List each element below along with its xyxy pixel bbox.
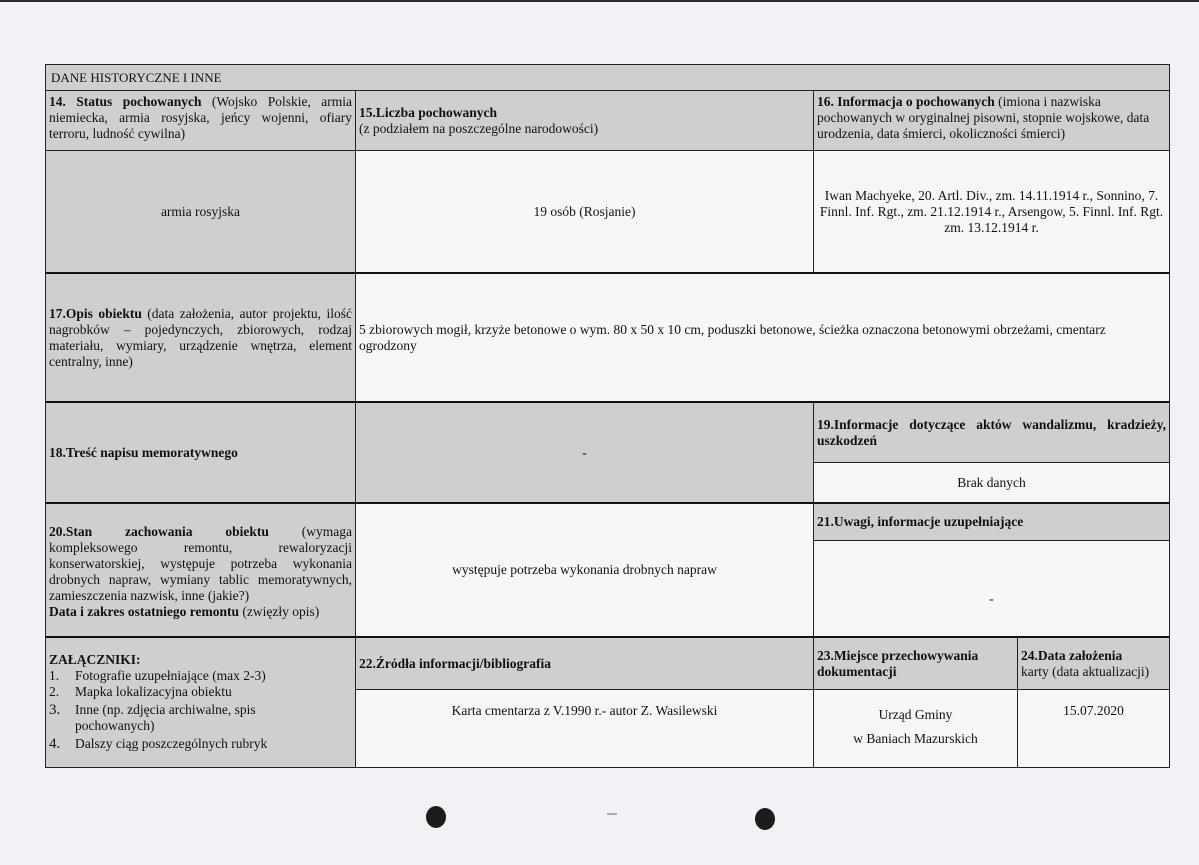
field-22-label xyxy=(355,636,814,690)
attachment-item: 1. Fotografie uzupełniające (max 2-3) xyxy=(49,668,266,683)
field-15-title: 15.Liczba pochowanych xyxy=(359,104,498,120)
field-22-value-cell xyxy=(355,689,814,768)
field-23-value-cell xyxy=(813,689,1018,768)
attachments-list xyxy=(49,668,352,752)
field-16-label xyxy=(813,90,1170,151)
field-16-value-cell xyxy=(813,150,1170,273)
attachment-item: 4. Dalszy ciąg poszczególnych rubryk xyxy=(49,736,268,752)
field-20-value: występuje potrzeba wykonania drobnych napraw xyxy=(452,562,717,577)
field-20-label xyxy=(45,502,356,637)
field-21-value: - xyxy=(989,590,994,606)
field-18-title: 18.Treść napisu memoratywnego xyxy=(49,444,238,460)
field-14-value-cell xyxy=(45,150,356,273)
scan-mark xyxy=(607,813,617,815)
field-16-title: 16. Informacja o pochowanych xyxy=(817,94,995,109)
field-14-value: armia rosyjska xyxy=(160,203,241,219)
field-20-title: 20.Stan zachowania obiektu xyxy=(49,524,269,539)
field-20-renovation-hint: (zwięzły opis) xyxy=(238,604,320,619)
punch-hole-right xyxy=(755,808,775,830)
field-17-hint: (data założenia, autor projektu, ilość nagrobków – pojedynczych, zbiorowych, rodzaj materiału, wymiary, urządzenie wnętrza, element centralny, inne) xyxy=(49,305,353,369)
attachments-cell xyxy=(45,636,356,768)
field-21-value-cell xyxy=(813,540,1170,637)
attachment-item: 2. Mapka lokalizacyjna obiektu xyxy=(49,684,232,699)
field-18-label xyxy=(45,401,356,503)
field-23-title: 23.Miejsce przechowywania dokumentacji xyxy=(817,647,979,679)
section-title: DANE HISTORYCZNE I INNE xyxy=(51,69,222,85)
field-19-title: 19.Informacje dotyczące aktów wandalizmu, kradzieży, uszkodzeń xyxy=(817,416,1166,448)
field-24-hint: karty (data aktualizacji) xyxy=(1021,663,1150,679)
section-header xyxy=(45,64,1170,91)
scan-top-edge xyxy=(0,0,1199,2)
field-22-value: Karta cmentarza z V.1990 r.- autor Z. Wasilewski xyxy=(451,703,718,718)
field-23-value-line2: w Baniach Mazurskich xyxy=(853,731,978,746)
field-23-label xyxy=(813,636,1018,690)
field-19-label xyxy=(813,401,1170,463)
field-14-hint: (Wojsko Polskie, armia niemiecka, armia rosyjska, jeńcy wojenni, ofiary terroru, ludność cywilna) xyxy=(49,94,352,141)
field-21-title: 21.Uwagi, informacje uzupełniające xyxy=(817,514,1024,529)
field-15-value: 19 osób (Rosjanie) xyxy=(533,203,636,219)
field-16-value: Iwan Machyeke, 20. Artl. Div., zm. 14.11.1914 r., Sonnino, 7. Finnl. Inf. Rgt., zm. 21.12.1914 r., Arsengow, 5. Finnl. Inf. Rgt. zm. 13.12.1914 r. xyxy=(819,187,1164,235)
field-18-value-cell xyxy=(355,401,814,503)
field-20-renovation-title: Data i zakres ostatniego remontu xyxy=(49,604,239,619)
field-17-title: 17.Opis obiektu xyxy=(49,305,142,321)
field-23-value-line1: Urząd Gminy xyxy=(878,707,953,722)
punch-hole-left xyxy=(426,806,446,828)
field-14-label xyxy=(45,90,356,151)
field-24-title: 24.Data założenia xyxy=(1021,647,1123,663)
field-22-title: 22.Źródła informacji/bibliografia xyxy=(359,655,551,671)
field-24-value-cell xyxy=(1017,689,1170,768)
field-19-value: Brak danych xyxy=(957,474,1026,490)
field-17-value-cell xyxy=(355,272,1170,402)
field-14-title: 14. Status pochowanych xyxy=(49,94,202,109)
field-16-hint: (imiona i nazwiska pochowanych w oryginalnej pisowni, stopnie wojskowe, data urodzenia, data śmierci, okoliczności śmierci) xyxy=(817,94,1150,141)
field-15-value-cell xyxy=(355,150,814,273)
field-18-value: - xyxy=(582,444,587,460)
field-17-label xyxy=(45,272,356,402)
field-15-hint: (z podziałem na poszczególne narodowości) xyxy=(359,120,599,136)
attachments-title: ZAŁĄCZNIKI: xyxy=(49,652,141,667)
form-table xyxy=(45,64,1170,768)
field-24-label xyxy=(1017,636,1170,690)
field-24-value: 15.07.2020 xyxy=(1063,703,1124,718)
field-20-value-cell xyxy=(355,502,814,637)
field-20-hint: (wymaga kompleksowego remontu, rewaloryzacji konserwatorskiej, występuje potrzeba wykonania drobnych napraw, wymiany tablic memoratywnych, zamieszczenia nazwisk, inne (jakie?) xyxy=(49,524,352,603)
field-15-label xyxy=(355,90,814,151)
field-19-value-cell xyxy=(813,462,1170,503)
field-21-label xyxy=(813,502,1170,541)
field-17-value: 5 zbiorowych mogił, krzyże betonowe o wym. 80 x 50 x 10 cm, poduszki betonowe, ścieżka oznaczona betonowymi obrzeżami, cmentarz ogrodzony xyxy=(359,321,1106,353)
attachment-item: 3. Inne (np. zdjęcia archiwalne, spis pochowanych) xyxy=(49,702,256,733)
